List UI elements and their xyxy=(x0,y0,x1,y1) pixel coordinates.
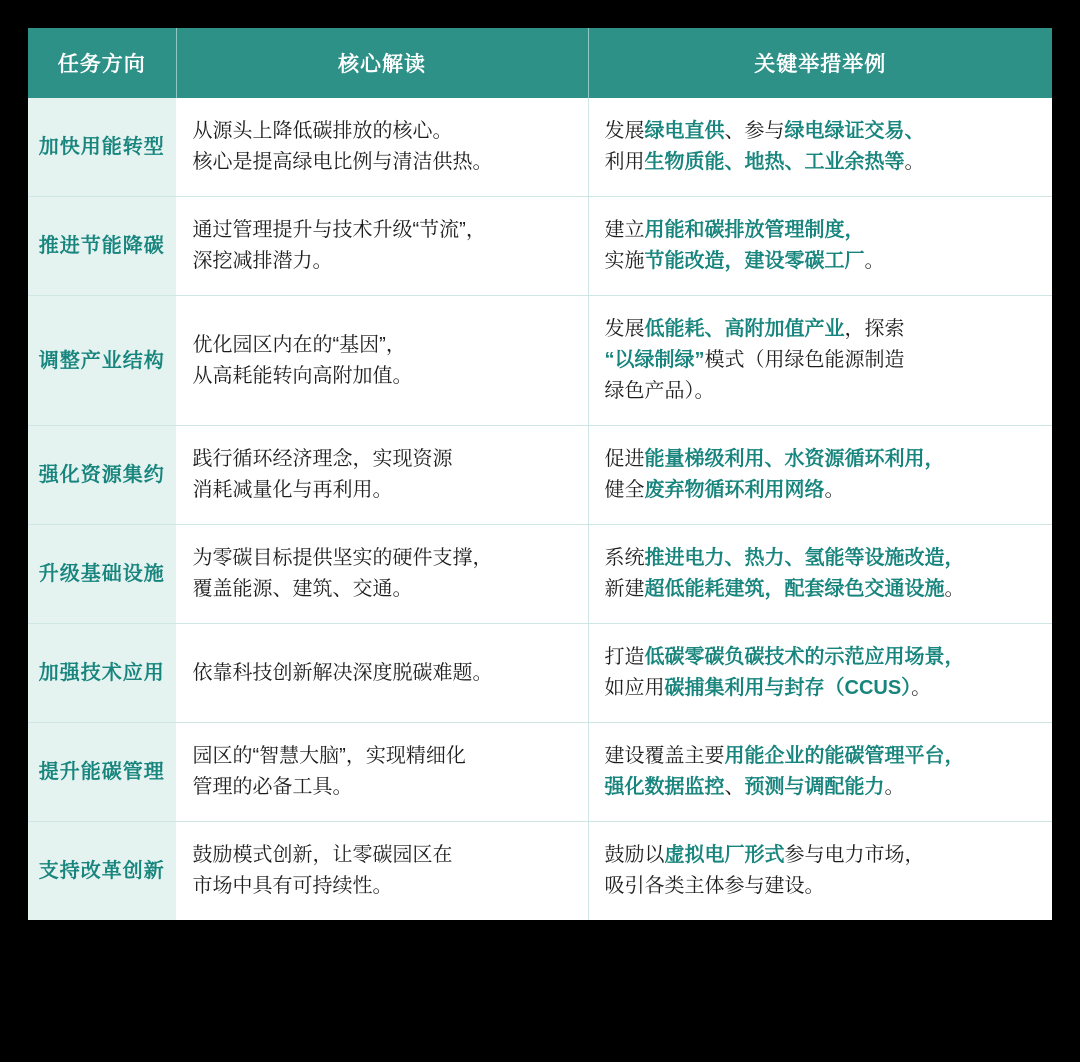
measure-plain: 。 xyxy=(864,250,885,272)
cell-key-measures xyxy=(588,296,1052,426)
measure-highlight: 绿电绿证交易 xyxy=(784,120,905,142)
cell-task-direction: 推进节能降碳 xyxy=(28,197,176,296)
measure-highlight: 碳捕集利用与封存（CCUS） xyxy=(664,677,912,699)
column-header-direction: 任务方向 xyxy=(28,28,176,98)
core-text-line: 践行循环经济理念，实现资源 xyxy=(192,448,453,470)
measure-highlight: 生物质能、地热、工业余热等 xyxy=(644,151,905,173)
cell-core-explanation xyxy=(176,426,588,525)
measure-plain: 建立 xyxy=(604,219,645,241)
core-text-line: 依靠科技创新解决深度脱碳难题。 xyxy=(192,661,493,684)
measure-plain: 、 xyxy=(724,776,745,798)
cell-core-explanation xyxy=(176,296,588,426)
cell-key-measures xyxy=(588,624,1052,723)
measure-plain: 模式（用绿色能源制造 xyxy=(704,349,905,371)
core-text-line: 市场中具有可持续性。 xyxy=(192,875,393,897)
core-text-line: 从源头上降低碳排放的核心。 xyxy=(192,120,453,142)
measure-highlight: 用能和碳排放管理制度， xyxy=(644,219,865,241)
table-body xyxy=(28,98,1052,920)
measure-highlight: 超低能耗建筑，配套绿色交通设施 xyxy=(644,578,945,600)
measure-plain: 打造 xyxy=(604,646,645,668)
measure-text-line xyxy=(605,215,1037,246)
measure-highlight: 推进电力、热力、氢能等设施改造， xyxy=(644,547,965,569)
table-header xyxy=(28,28,1052,98)
measure-highlight: 用能企业的能碳管理平台， xyxy=(724,745,965,767)
measure-plain: 鼓励以 xyxy=(604,844,665,866)
measure-text-line xyxy=(605,147,1037,178)
cell-task-direction: 支持改革创新 xyxy=(28,822,176,921)
measure-text-line xyxy=(605,246,1037,277)
measure-plain: 新建 xyxy=(604,578,645,600)
table-row xyxy=(28,426,1052,525)
measure-text-line xyxy=(605,314,1037,345)
measure-text-line xyxy=(605,574,1037,605)
measure-plain: 。 xyxy=(824,479,845,501)
measure-plain: 吸引各类主体参与建设。 xyxy=(604,875,825,897)
measure-plain: 发展 xyxy=(604,120,645,142)
cell-task-direction: 升级基础设施 xyxy=(28,525,176,624)
measure-highlight: 节能改造，建设零碳工厂 xyxy=(644,250,865,272)
measure-highlight: 低碳零碳负碳技术的示范应用场景， xyxy=(644,646,965,668)
measure-highlight: 预测与调配能力 xyxy=(744,776,885,798)
measure-plain: 、参与 xyxy=(724,120,785,142)
core-text-line: 核心是提高绿电比例与清洁供热。 xyxy=(192,151,493,173)
measure-plain: 促进 xyxy=(604,448,645,470)
table-row xyxy=(28,197,1052,296)
measure-plain: 建设覆盖主要 xyxy=(604,745,725,767)
cell-task-direction: 加快用能转型 xyxy=(28,98,176,197)
measure-plain: 。 xyxy=(911,677,932,699)
cell-key-measures xyxy=(588,525,1052,624)
measure-highlight: 、 xyxy=(904,120,925,142)
measure-text-line xyxy=(605,772,1037,803)
measure-plain: 发展 xyxy=(604,318,645,340)
core-text-line: 优化园区内在的“基因”， xyxy=(192,333,406,356)
measure-highlight: 绿电直供 xyxy=(644,120,725,142)
measure-highlight: 能量梯级利用、水资源循环利用， xyxy=(644,448,945,470)
measure-highlight: “以绿制绿” xyxy=(604,349,705,371)
measure-text-line xyxy=(605,871,1037,902)
measure-highlight: 低能耗、高附加值产业 xyxy=(644,318,845,340)
core-text-line: 园区的“智慧大脑”，实现精细化 xyxy=(192,745,466,767)
cell-key-measures xyxy=(588,822,1052,921)
tasks-table xyxy=(28,28,1052,920)
column-header-core: 核心解读 xyxy=(176,28,588,98)
core-text-line: 深挖减排潜力。 xyxy=(192,250,333,272)
core-text-line: 通过管理提升与技术升级“节流”， xyxy=(192,219,486,241)
cell-core-explanation xyxy=(176,98,588,197)
cell-key-measures xyxy=(588,723,1052,822)
table-row xyxy=(28,525,1052,624)
cell-key-measures xyxy=(588,197,1052,296)
measure-text-line xyxy=(605,642,1037,673)
measure-highlight: 虚拟电厂形式 xyxy=(664,844,785,866)
measure-text-line xyxy=(605,543,1037,574)
cell-key-measures xyxy=(588,98,1052,197)
core-text-line: 消耗减量化与再利用。 xyxy=(192,479,393,501)
table-header-row xyxy=(28,28,1052,98)
measure-plain: 绿色产品）。 xyxy=(604,380,715,402)
measure-highlight: 强化数据监控 xyxy=(604,776,725,798)
core-text-line: 鼓励模式创新，让零碳园区在 xyxy=(192,844,453,866)
measure-plain: 如应用 xyxy=(604,677,665,699)
measure-plain: 。 xyxy=(884,776,905,798)
table-row xyxy=(28,296,1052,426)
cell-task-direction: 调整产业结构 xyxy=(28,296,176,426)
measure-plain: 健全 xyxy=(604,479,645,501)
measure-text-line xyxy=(605,345,1037,376)
core-text-line: 覆盖能源、建筑、交通。 xyxy=(192,578,413,600)
table-row xyxy=(28,723,1052,822)
core-text-line: 从高耗能转向高附加值。 xyxy=(192,364,413,387)
cell-core-explanation xyxy=(176,197,588,296)
cell-core-explanation xyxy=(176,525,588,624)
cell-task-direction: 加强技术应用 xyxy=(28,624,176,723)
measure-plain: 。 xyxy=(904,151,925,173)
cell-core-explanation xyxy=(176,822,588,921)
measure-highlight: 废弃物循环利用网络 xyxy=(644,479,825,501)
cell-task-direction: 提升能碳管理 xyxy=(28,723,176,822)
measure-text-line xyxy=(605,116,1037,147)
core-text-line: 为零碳目标提供坚实的硬件支撑， xyxy=(192,547,493,569)
measure-plain: 参与电力市场， xyxy=(784,844,925,866)
table-row xyxy=(28,624,1052,723)
core-text-line: 管理的必备工具。 xyxy=(192,776,353,798)
table-row xyxy=(28,98,1052,197)
measure-text-line xyxy=(605,475,1037,506)
measure-plain: 实施 xyxy=(604,250,645,272)
measure-plain: 系统 xyxy=(604,547,645,569)
measure-text-line xyxy=(605,673,1037,704)
measure-plain: 利用 xyxy=(604,151,645,173)
cell-core-explanation xyxy=(176,723,588,822)
measure-plain: 。 xyxy=(944,578,965,600)
cell-task-direction: 强化资源集约 xyxy=(28,426,176,525)
column-header-measures: 关键举措举例 xyxy=(588,28,1052,98)
measure-plain: ，探索 xyxy=(844,318,905,340)
measure-text-line xyxy=(605,376,1037,407)
table-row xyxy=(28,822,1052,921)
cell-core-explanation xyxy=(176,624,588,723)
measure-text-line xyxy=(605,840,1037,871)
measure-text-line xyxy=(605,444,1037,475)
measure-text-line xyxy=(605,741,1037,772)
cell-key-measures xyxy=(588,426,1052,525)
